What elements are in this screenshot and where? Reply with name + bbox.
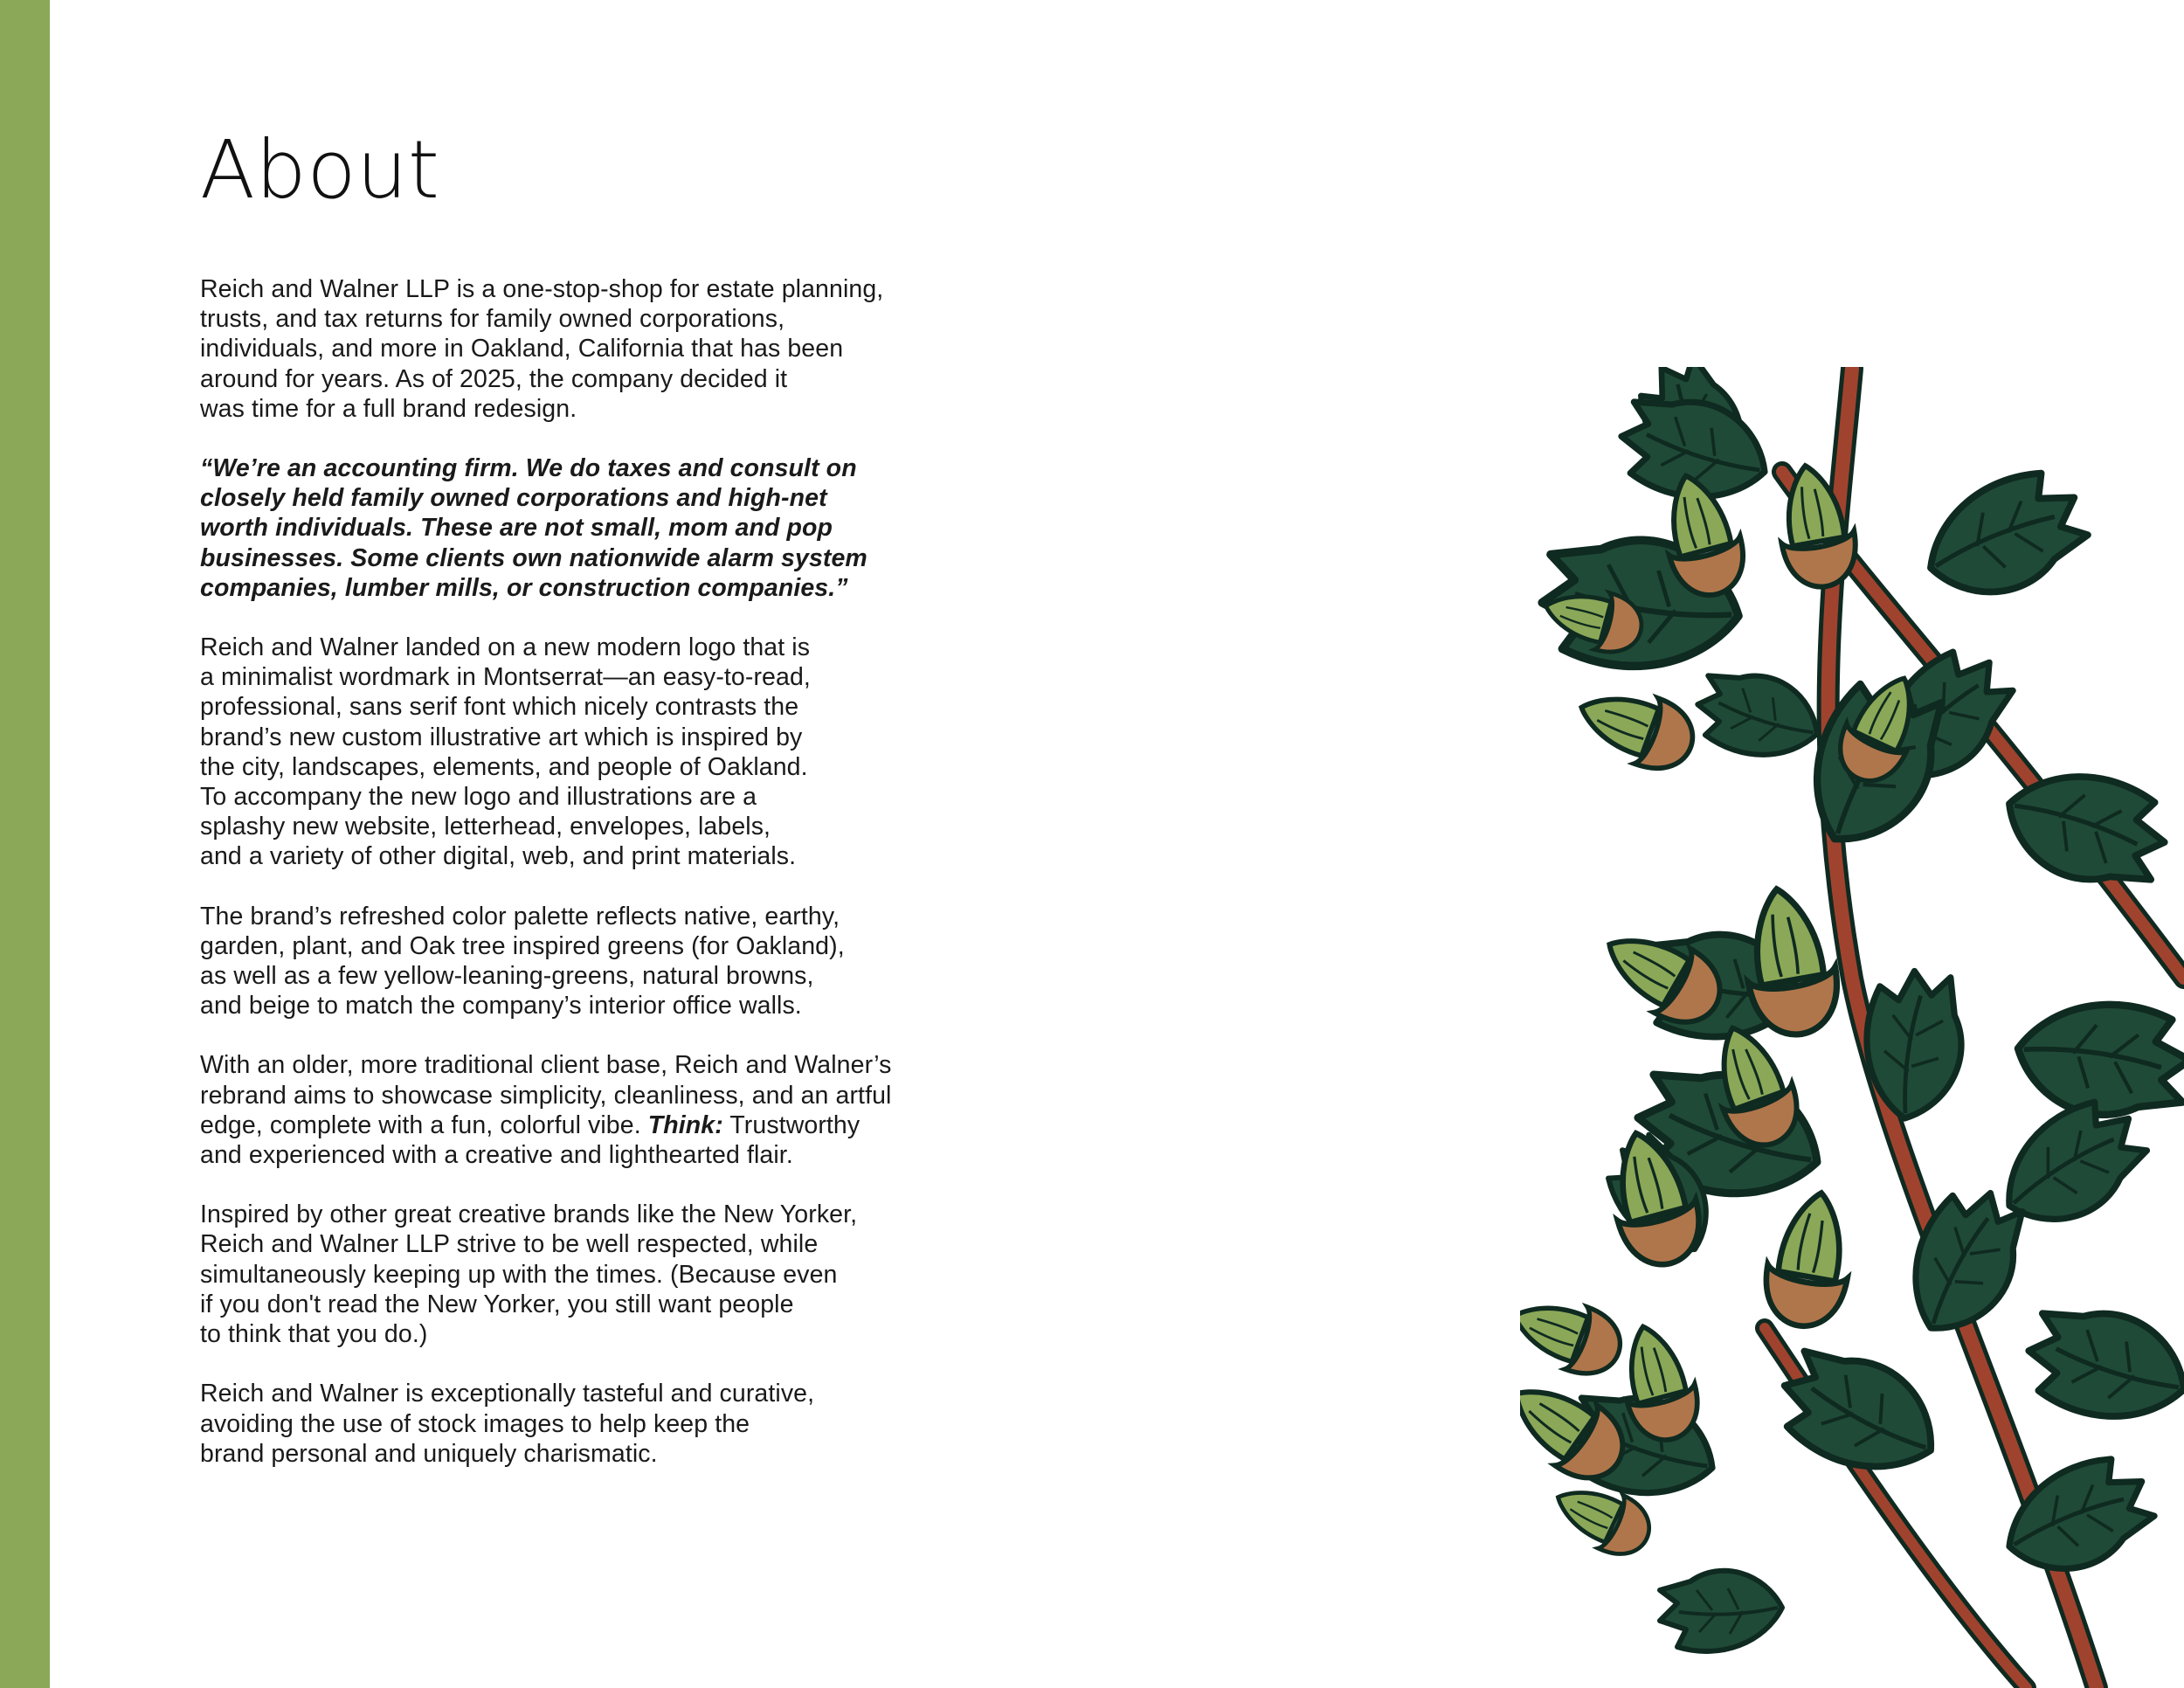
oak-branch-illustration bbox=[1520, 367, 2184, 1688]
intro-paragraph: Reich and Walner LLP is a one-stop-shop for estate planning, trusts, and tax returns for family owned corporations, individuals, and more in Oakland, California that has been around for years. As of 2025, the company decided it was time for a full brand redesign. bbox=[200, 275, 884, 423]
accent-side-bar bbox=[0, 0, 50, 1688]
client-quote: “We’re an accounting firm. We do taxes and consult on closely held family owned corporations and high-net worth individuals. These are not small, mom and pop businesses. Some clients own nationwide alarm system companies, lumber mills, or construction companies.” bbox=[200, 454, 867, 602]
audience-text-before: With an older, more traditional client base, Reich and Walner’s rebrand aims to showcase simplicity, cleanliness, and an artful edge, complete with a fun, colorful vibe. bbox=[200, 1051, 892, 1139]
logo-paragraph: Reich and Walner landed on a new modern logo that is a minimalist wordmark in Montserrat—an easy-to-read, professional, sans serif font which nicely contrasts the brand’s new custom illustrative art which is inspired by the city, landscapes, elements, and people of Oakland. To accompany the new logo and illustrations are a splashy new website, letterhead, envelopes, labels, and a variety of other digital, web, and print materials. bbox=[200, 633, 811, 871]
page-title: About bbox=[200, 123, 440, 217]
inspiration-paragraph: Inspired by other great creative brands like the New Yorker, Reich and Walner LLP strive to be well respected, while simultaneously keeping up with the times. (Because even if you don't read the New Yorker, you still want people to think that you do.) bbox=[200, 1200, 858, 1349]
closing-paragraph: Reich and Walner is exceptionally tasteful and curative, avoiding the use of stock images to help keep the brand personal and uniquely charismatic. bbox=[200, 1380, 815, 1468]
audience-paragraph bbox=[200, 1050, 1004, 1170]
audience-text-after: Trustworthy and experienced with a creative and lighthearted flair. bbox=[200, 1110, 860, 1170]
palette-paragraph: The brand’s refreshed color palette reflects native, earthy, garden, plant, and Oak tree inspired greens (for Oakland), as well as a few yellow-leaning-greens, natural browns, and beige to match the company’s interior office walls. bbox=[200, 902, 845, 1020]
about-content bbox=[200, 122, 1004, 1498]
think-emphasis: Think: bbox=[647, 1110, 723, 1139]
